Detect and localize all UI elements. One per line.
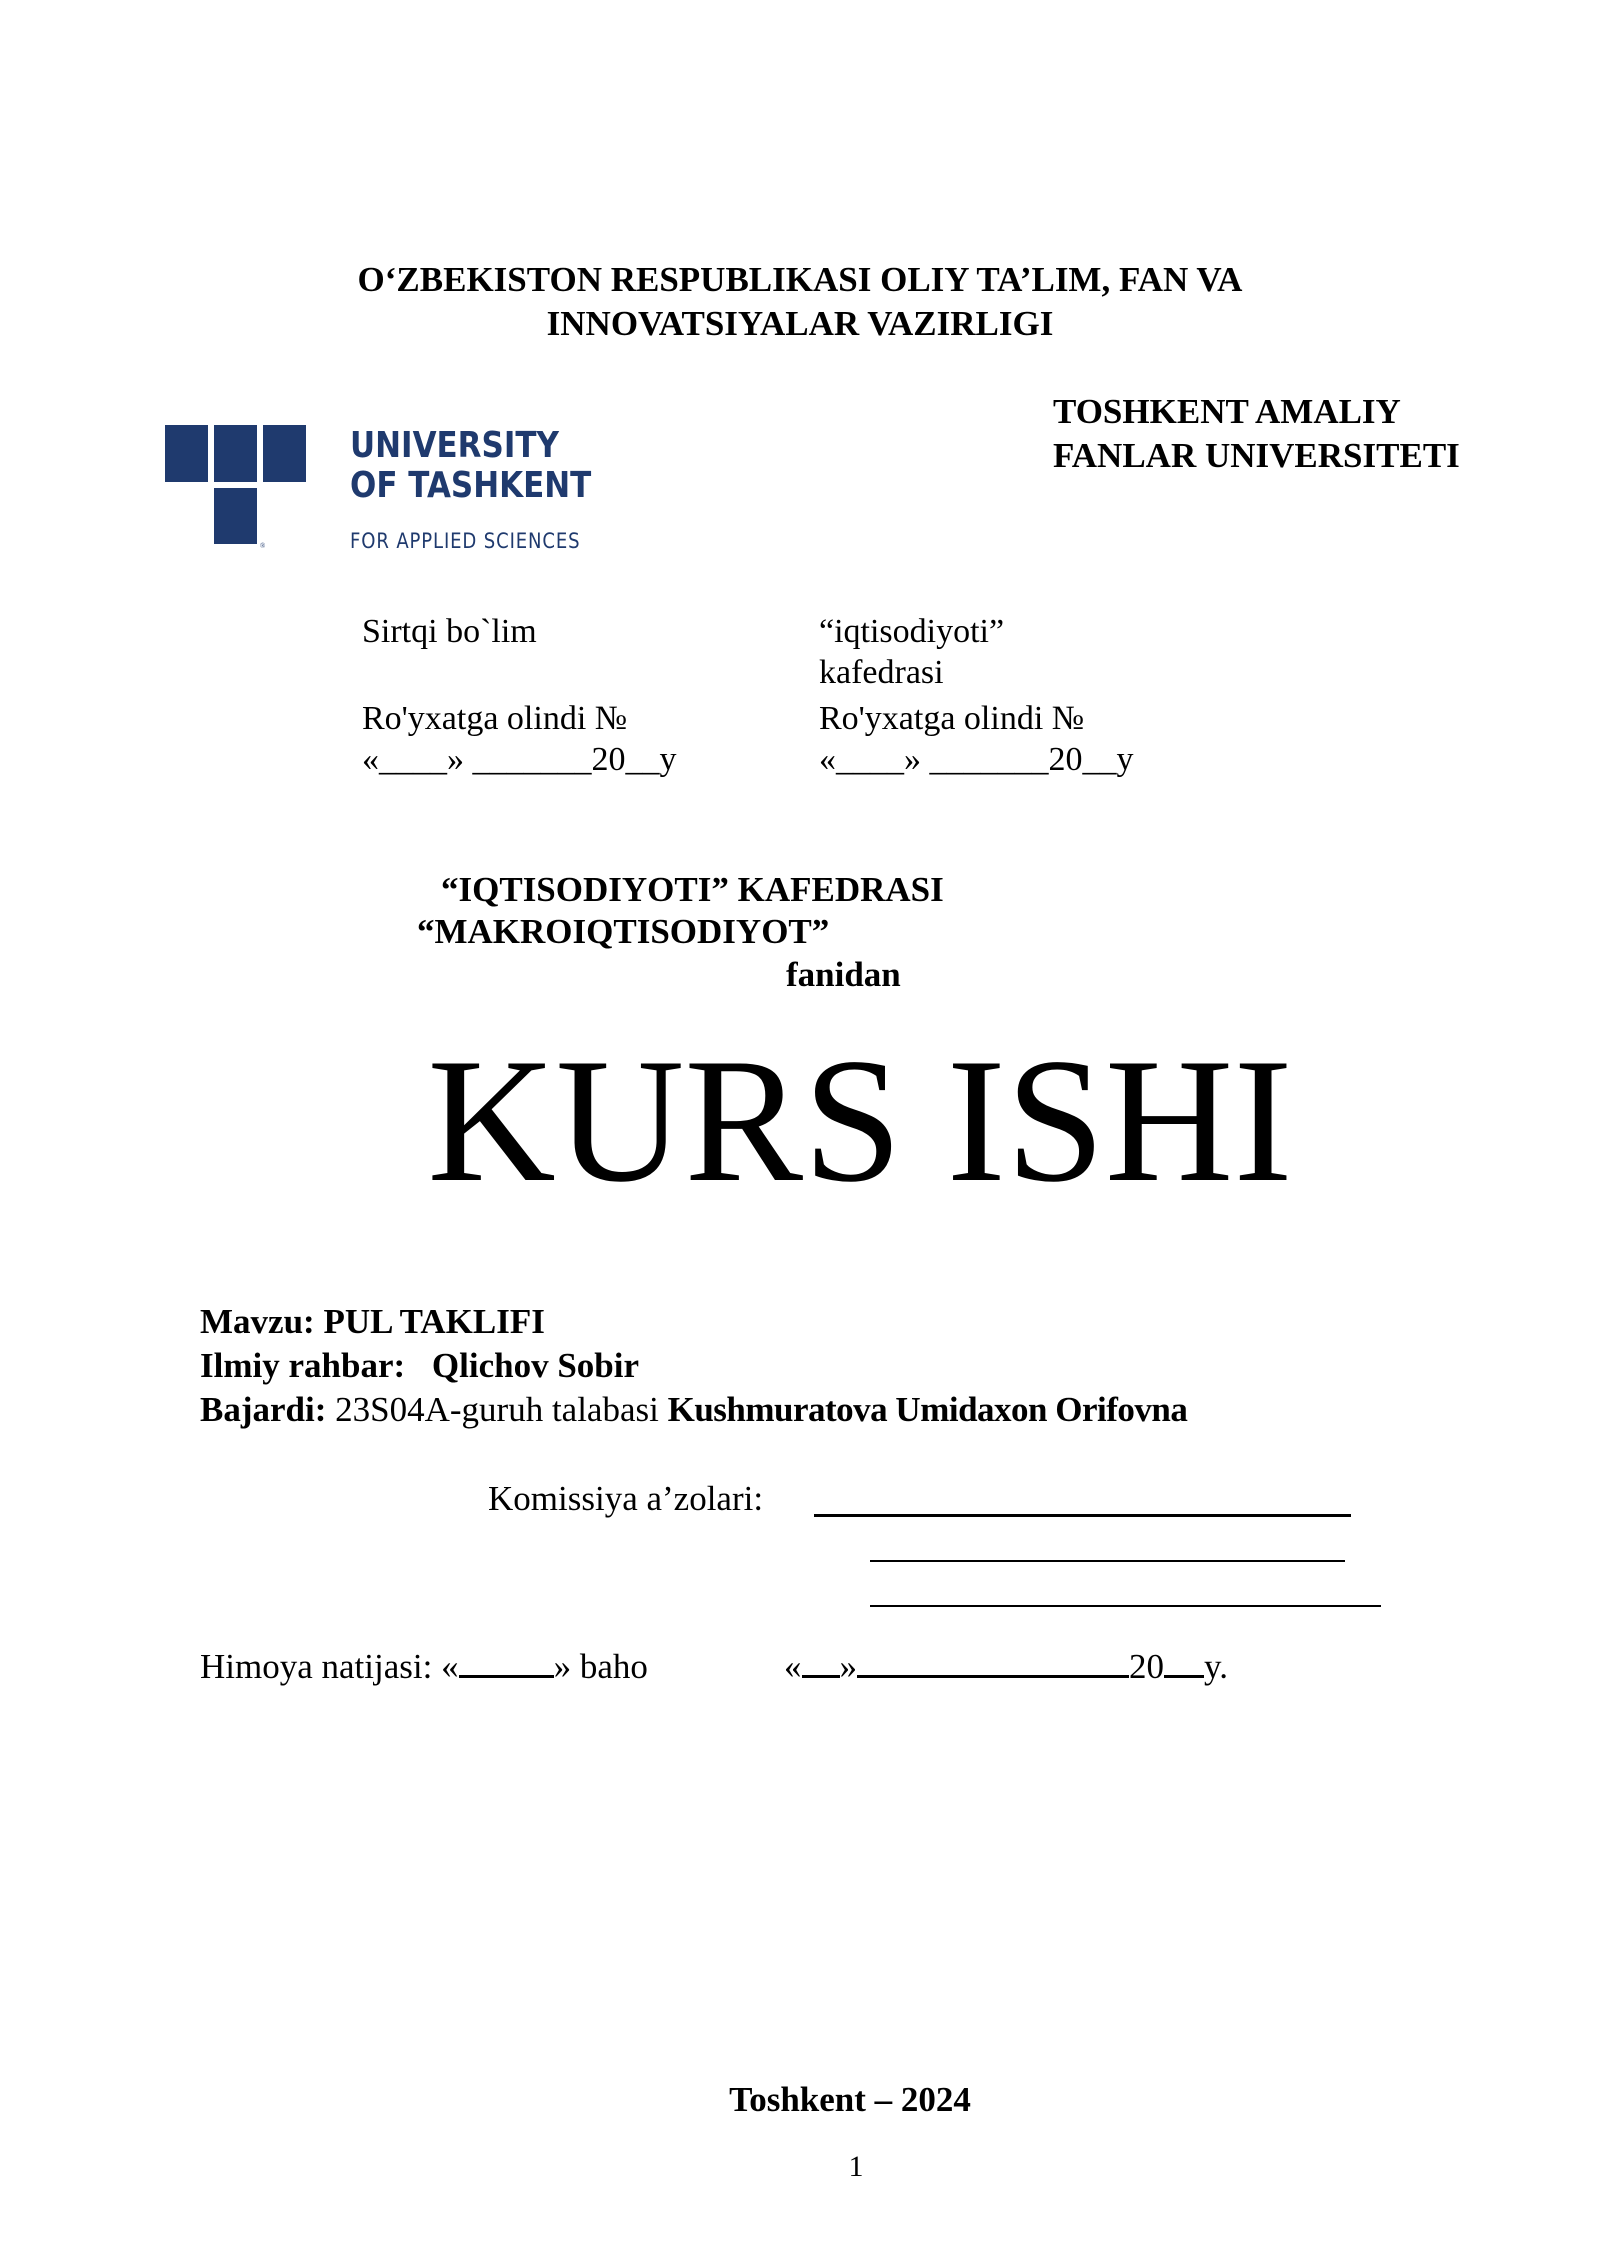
month-blank [857,1643,1129,1678]
defense-date-line [784,1643,1228,1688]
topic-line [200,1300,545,1344]
commission-signature-line-2 [870,1560,1345,1562]
logo-square-2 [214,425,257,482]
date-open-quote: « [784,1647,802,1686]
logo-square-1 [165,425,208,482]
performer-group: 23S04A-guruh talabasi [335,1390,659,1429]
ministry-header [0,258,1600,346]
university-name-line-1: TOSHKENT AMALIY [1053,392,1401,431]
logo-square-4 [214,488,257,544]
registered-mark: ® [260,542,266,550]
year-suffix: y. [1204,1647,1228,1686]
topic-value: PUL TAKLIFI [323,1302,545,1341]
registry-right-registered: Ro'yxatga olindi № [819,700,1085,737]
registry-left-title: Sirtqi bo`lim [362,613,537,650]
commission-signature-line-1 [814,1514,1351,1517]
place-year: Toshkent – 2024 [729,2080,971,2119]
ministry-line-1: O‘ZBEKISTON RESPUBLIKASI OLIY TA’LIM, FAN VA [357,260,1243,299]
page-number: 1 [848,2150,864,2183]
defense-line [200,1643,648,1688]
ministry-line-2: INNOVATSIYALAR VAZIRLIGI [546,304,1054,343]
performer-name: Kushmuratova Umidaxon Orifovna [667,1390,1188,1429]
logo-text-applied-sciences: FOR APPLIED SCIENCES [350,529,581,553]
university-name [1053,390,1460,478]
year-prefix: 20 [1129,1647,1164,1686]
commission-signature-line-3 [870,1605,1381,1607]
university-name-line-2: FANLAR UNIVERSITETI [1053,436,1460,475]
date-close-quote: » [839,1647,857,1686]
registry-left-registered: Ro'yxatga olindi № [362,700,628,737]
university-logo [165,425,605,555]
day-blank [802,1643,840,1678]
defense-label: Himoya natijasi: « [200,1647,459,1686]
main-title: KURS ISHI [427,1021,1293,1219]
course-title: “MAKROIQTISODIYOT” [417,912,830,951]
advisor-label: Ilmiy rahbar: [200,1346,406,1385]
advisor-value: Qlichov Sobir [431,1346,640,1385]
logo-square-3 [263,425,306,482]
registry-right-title-1: “iqtisodiyoti” [819,613,1005,650]
logo-text-university: UNIVERSITY [350,425,559,466]
department-title: “IQTISODIYOTI” KAFEDRASI [441,870,944,909]
performer-line [200,1388,1187,1432]
performer-label: Bajardi: [200,1390,327,1429]
fanidan-label: fanidan [786,955,901,994]
commission-label: Komissiya a’zolari: [488,1479,764,1518]
registry-left-date: «____» _______20__y [362,741,677,778]
year-blank [1164,1643,1204,1678]
topic-label: Mavzu: [200,1302,315,1341]
registry-right-date: «____» _______20__y [819,741,1134,778]
baho-label: » baho [553,1647,648,1686]
grade-blank [459,1643,554,1678]
advisor-line [200,1344,639,1388]
logo-text-of-tashkent: OF TASHKENT [350,465,592,506]
registry-right-title-2: kafedrasi [819,654,944,691]
